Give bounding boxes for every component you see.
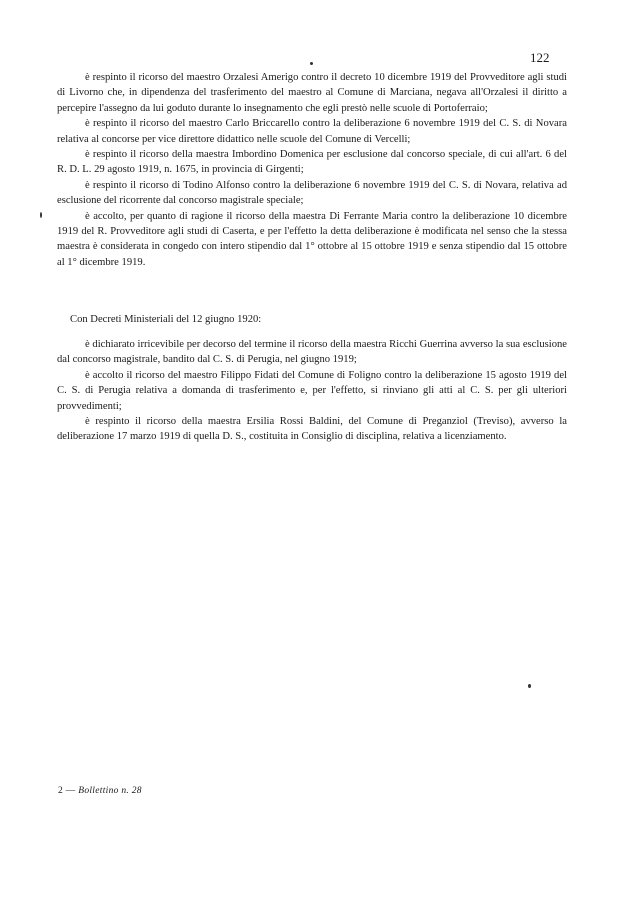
decision-paragraph: è accolto il ricorso del maestro Filippo Fidati del Comune di Foligno contro la deliberazione 15 agosto 1919 del C. S. di Perugia relativa a domanda di trasferimento e, per l'effetto, si rinviano gli atti al C. S. per gli ulteriori provvedimenti; — [57, 369, 567, 412]
print-speck — [528, 684, 531, 688]
decision-paragraph: è dichiarato irricevibile per decorso del termine il ricorso della maestra Ricchi Guerrina avverso la sua esclusione dal concorso magistrale, bandito dal C. S. di Perugia, nel giugno 1919; — [57, 339, 567, 366]
print-speck — [40, 212, 42, 218]
page-number: 122 — [530, 50, 550, 65]
decision-paragraph: è respinto il ricorso della maestra Imbordino Domenica per esclusione dal concorso speciale, di cui all'art. 6 del R. D. L. 29 agosto 1919, n. 1675, in provincia di Girgenti; — [57, 149, 567, 176]
decision-paragraph: è respinto il ricorso della maestra Ersilia Rossi Baldini, del Comune di Preganziol (Treviso), avverso la deliberazione 17 marzo 1919 di quella D. S., costituita in Consiglio di disciplina, relativa a licenziamento. — [57, 416, 567, 443]
footer-number: 2 — — [58, 786, 76, 796]
section-title: Con Decreti Ministeriali del 12 giugno 1920: — [70, 314, 262, 325]
decision-paragraph: è respinto il ricorso del maestro Carlo Briccarello contro la deliberazione 6 novembre 1919 del C. S. di Novara relativa al concorse per vice direttore didattico nelle scuole del Comune di Vercelli; — [57, 118, 567, 145]
decision-paragraph: è respinto il ricorso di Todino Alfonso contro la deliberazione 6 novembre 1919 del C. S. di Novara, relativa ad esclusione del ricorrente dal concorso magistrale speciale; — [57, 179, 567, 207]
footer — [58, 786, 142, 796]
decision-paragraph: è accolto, per quanto di ragione il ricorso della maestra Di Ferrante Maria contro la deliberazione 10 dicembre 1919 del R. Provveditore agli studi di Caserta, e per l'effetto la detta deliberazione è modificata nel senso che la stessa maestra è considerata in congedo con intero stipendio dal 1° ottobre al 15 ottobre 1919 e senza stipendio dal 15 ottobre al 1° dicembre 1919. — [57, 210, 567, 268]
decisions-list-first — [57, 70, 567, 270]
decision-paragraph: è respinto il ricorso del maestro Orzalesi Amerigo contro il decreto 10 dicembre 1919 del Provveditore agli studi di Livorno che, in dipendenza del trasferimento del maestro al Comune di Marciana, negava all'Orzalesi il diritto a percepire l'assegno da lui goduto durante lo insegnamento che egli prestò nelle scuole di Portoferraio; — [57, 72, 567, 114]
footer-title: Bollettino n. 28 — [78, 786, 142, 796]
print-speck — [310, 62, 313, 65]
decisions-list-second — [57, 337, 567, 445]
